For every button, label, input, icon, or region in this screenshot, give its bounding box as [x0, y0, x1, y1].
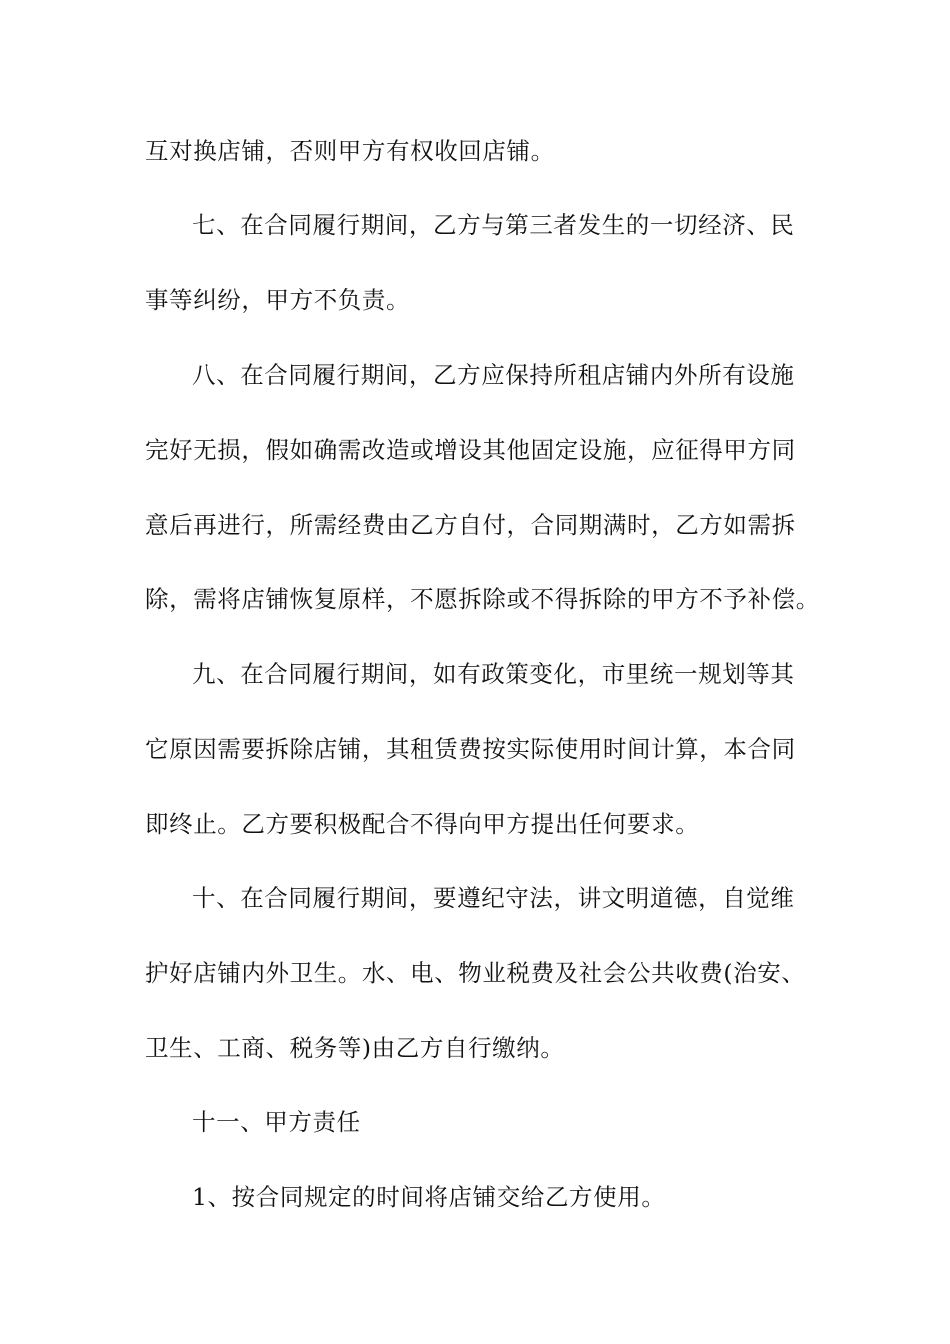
clause-7-line: 七、在合同履行期间，乙方与第三者发生的一切经济、民: [192, 211, 795, 239]
clause-10-line: 十、在合同履行期间，要遵纪守法，讲文明道德，自觉维: [192, 884, 795, 912]
clause-11-heading: 十一、甲方责任: [192, 1108, 361, 1136]
text-line: 除，需将店铺恢复原样，不愿拆除或不得拆除的甲方不予补偿。: [145, 585, 820, 613]
text-line: 卫生、工商、税务等)由乙方自行缴纳。: [145, 1034, 565, 1062]
text-line: 意后再进行，所需经费由乙方自付，合同期满时，乙方如需拆: [145, 511, 796, 539]
text-line: 完好无损，假如确需改造或增设其他固定设施，应征得甲方同: [145, 436, 796, 464]
text-line: 互对换店铺，否则甲方有权收回店铺。: [145, 137, 555, 165]
clause-9-line: 九、在合同履行期间，如有政策变化，市里统一规划等其: [192, 660, 795, 688]
clause-8-line: 八、在合同履行期间，乙方应保持所租店铺内外所有设施: [192, 361, 795, 389]
text-line: 事等纠纷，甲方不负责。: [145, 286, 411, 314]
text-line: 护好店铺内外卫生。水、电、物业税费及社会公共收费(治安、: [145, 959, 806, 987]
text-line: 即终止。乙方要积极配合不得向甲方提出任何要求。: [145, 810, 700, 838]
clause-11-item-1: 1、按合同规定的时间将店铺交给乙方使用。: [192, 1183, 666, 1211]
text-line: 它原因需要拆除店铺，其租赁费按实际使用时间计算，本合同: [145, 735, 796, 763]
